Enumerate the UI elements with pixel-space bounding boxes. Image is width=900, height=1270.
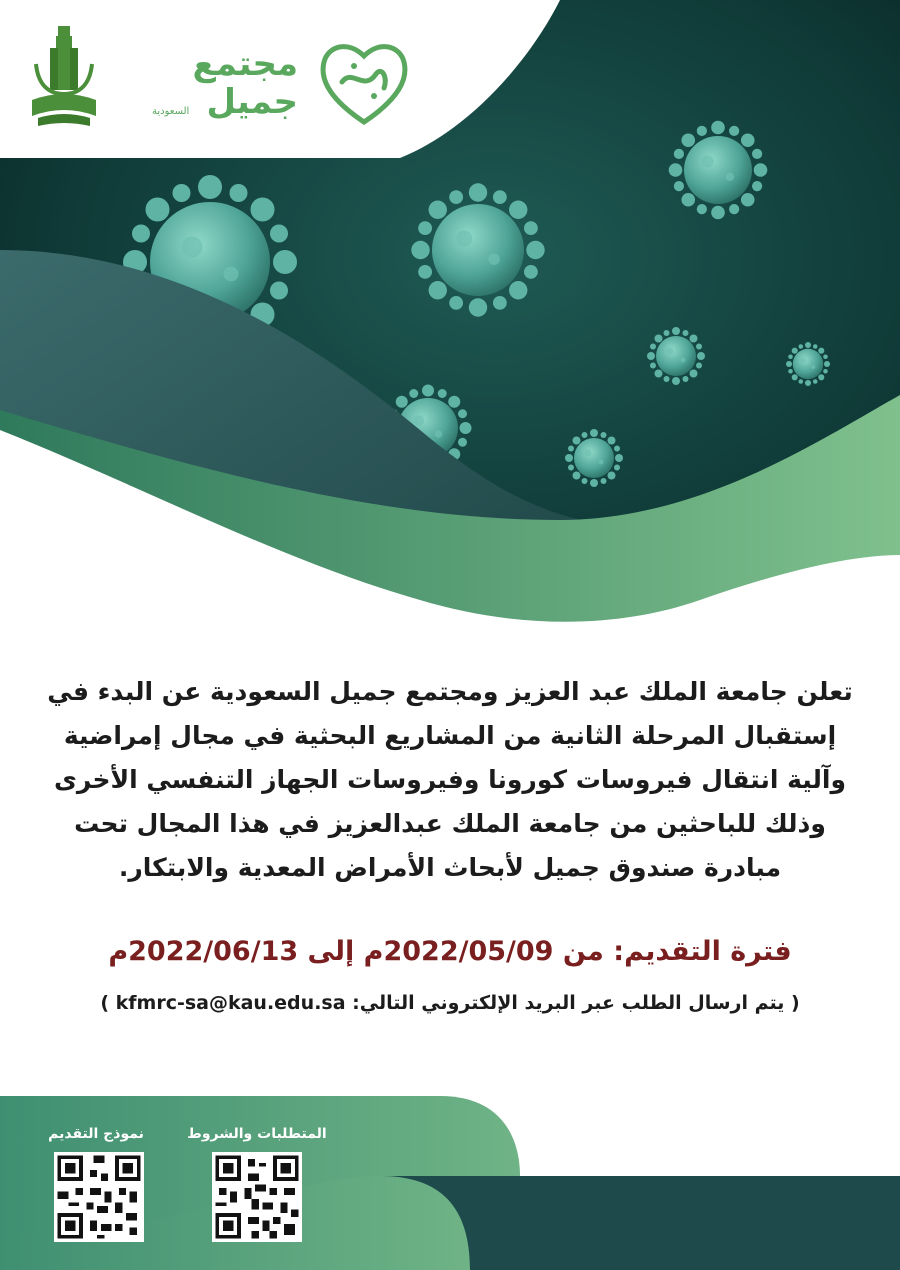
heart-logo-icon [318, 38, 410, 126]
announcement-line: تعلن جامعة الملك عبد العزيز ومجتمع جميل السعودية عن البدء في [47, 677, 853, 706]
requirements-qr-label: المتطلبات والشروط [187, 1126, 327, 1142]
announcement-line: وذلك للباحثين من جامعة الملك عبدالعزيز في هذا المجال تحت [74, 809, 826, 838]
brand-subtitle: السعودية [152, 106, 190, 117]
university-logo-icon [28, 24, 100, 136]
announcement-text [40, 670, 860, 890]
community-jameel-logo [150, 38, 410, 128]
brand-name-line2: جميل [206, 82, 298, 122]
submission-email-note: ( يتم ارسال الطلب عبر البريد الإلكتروني التالي: kfmrc-sa@kau.edu.sa ) [100, 992, 800, 1014]
announcement-line: وآلية انتقال فيروسات كورونا وفيروسات الجهاز التنفسي الأخرى [53, 765, 847, 794]
qr-code-icon[interactable] [212, 1152, 302, 1242]
application-form-qr-label: نموذج التقديم [48, 1126, 144, 1142]
brand-name-line1: مجتمع [192, 44, 298, 84]
application-period: فترة التقديم: من 2022/05/09م إلى 2022/06/13م [108, 936, 792, 967]
announcement-line: إستقبال المرحلة الثانية من المشاريع البحثية في مجال إمراضية [63, 721, 837, 750]
qr-code-icon[interactable] [54, 1152, 144, 1242]
announcement-line: مبادرة صندوق جميل لأبحاث الأمراض المعدية والابتكار. [118, 853, 782, 882]
